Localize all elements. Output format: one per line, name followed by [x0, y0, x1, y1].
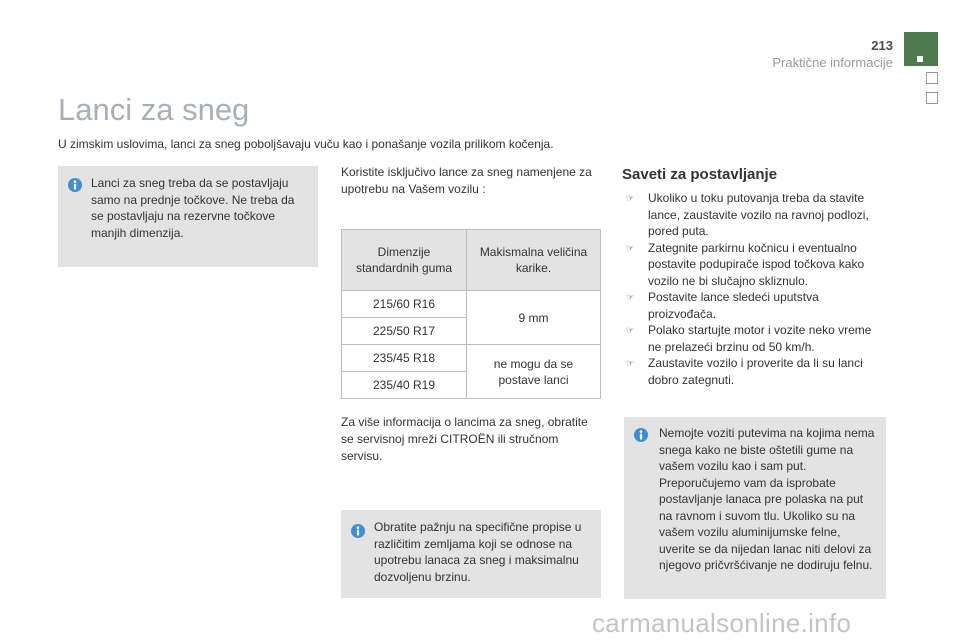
note-box-regulations: [341, 510, 601, 598]
info-icon: [634, 428, 648, 442]
table-cell-tire-size: 215/60 R16: [342, 291, 467, 318]
pointing-hand-bullet-icon: ☞: [626, 242, 635, 253]
list-item: [626, 322, 881, 355]
section-title: Praktične informacije: [772, 55, 893, 70]
pointing-hand-bullet-icon: ☞: [626, 325, 635, 335]
note-text: Lanci za sneg treba da se postavljaju samo na prednje točkove. Ne treba da se postavljaju na rezervne točkove manjih dimenzija.: [91, 176, 295, 240]
section-heading: Saveti za postavljanje: [622, 166, 778, 183]
note-box-no-snow: [624, 417, 886, 599]
list-item-text: Polako startujte motor i vozite neko vreme ne prelazeći brzinu od 50 km/h.: [648, 323, 872, 354]
chapter-indicator-square: [926, 92, 938, 104]
table-row: [342, 291, 601, 318]
list-item: [626, 190, 881, 240]
info-icon: [351, 524, 365, 538]
chapter-tab: [904, 32, 938, 66]
list-item-text: Zaustavite vozilo i proverite da li su lanci dobro zategnuti.: [648, 356, 863, 387]
intro-text: U zimskim uslovima, lanci za sneg poboljšavaju vuču kao i ponašanje vozila prilikom kočenja.: [58, 137, 554, 151]
table-header-row: [342, 230, 601, 291]
list-item-text: Zategnite parkirnu kočnicu i eventualno postavite podupirače ispod točkova kako vozilo ne bi slučajno skliznulo.: [648, 240, 865, 288]
table-cell-tire-size: 235/40 R19: [342, 372, 467, 399]
page-title: Lanci za sneg: [58, 92, 250, 127]
installation-steps-list: [626, 190, 881, 388]
list-item: [626, 355, 881, 388]
table-row: [342, 345, 601, 372]
list-item: [626, 289, 881, 322]
pointing-hand-bullet-icon: ☞: [626, 292, 635, 302]
tire-size-table: [341, 229, 601, 399]
list-item-text: Postavite lance sledeći uputstva proizvođača.: [648, 290, 819, 321]
pointing-hand-bullet-icon: ☞: [626, 358, 635, 368]
table-header-link-size: Makismalna veličina karike.: [467, 230, 601, 291]
pointing-hand-bullet-icon: ☞: [626, 193, 635, 203]
note-box-front-wheels: [58, 166, 318, 267]
more-info-text: Za više informacija o lancima za sneg, obratite se servisnoj mreži CITROËN ili stručnom servisu.: [341, 415, 588, 463]
table-header-tire-size: Dimenzije standardnih guma: [342, 230, 467, 291]
watermark: carmanualsonline.info: [592, 608, 852, 638]
page-number: 213: [871, 38, 893, 53]
chains-usage-text: Koristite isključivo lance za sneg namenjene za upotrebu na Vašem vozilu :: [341, 165, 592, 196]
chapter-indicator-square: [926, 72, 938, 84]
chapter-tab-marker-icon: [917, 56, 923, 62]
table-cell-tire-size: 235/45 R18: [342, 345, 467, 372]
list-item-text: Ukoliko u toku putovanja treba da stavite lance, zaustavite vozilo na ravnoj podlozi, pored puta.: [648, 191, 869, 238]
table-cell-tire-size: 225/50 R17: [342, 318, 467, 345]
note-text: Nemojte voziti putevima na kojima nema snega kako ne biste oštetili gume na vašem vozilu kao i sam put. Preporučujemo vam da isprobate postavljanje lanaca pre polaska na put na ravnom i suvom tlu. Ukoliko su na vašem vozilu aluminijumske felne, uverite se da nijedan lanac niti delovi za njegovo pričvršćivanje ne dodiruju felnu.: [659, 426, 875, 572]
info-icon: [68, 178, 82, 192]
list-item: [626, 240, 881, 290]
note-text: Obratite pažnju na specifične propise u različitim zemljama koji se odnose na upotrebu lanaca za sneg i maksimalnu dozvoljenu brzinu.: [374, 520, 582, 584]
table-cell-link-size: 9 mm: [467, 291, 601, 345]
table-cell-link-size: ne mogu da se postave lanci: [467, 345, 601, 399]
